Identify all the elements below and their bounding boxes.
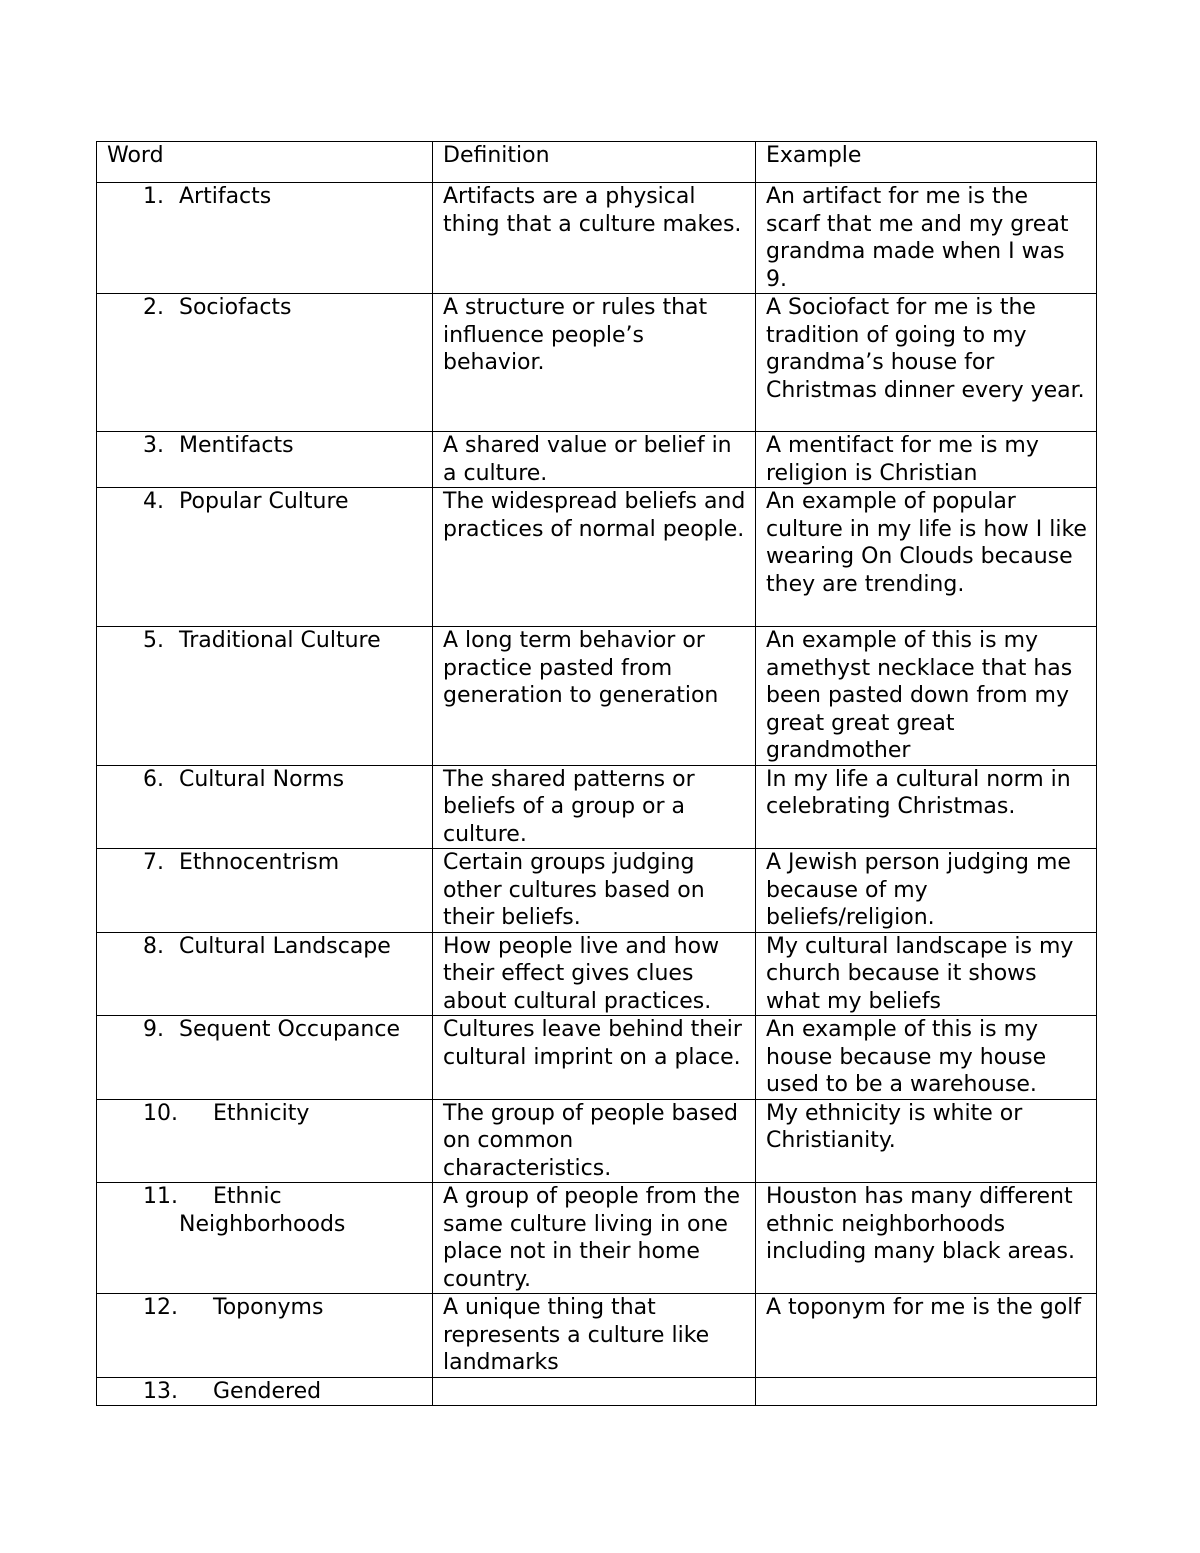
- word-cell: [97, 1016, 433, 1100]
- example-cell: An example of this is my amethyst necklace that has been pasted down from my great great great grandmother: [756, 627, 1097, 766]
- definition-cell: A group of people from the same culture living in one place not in their home country.: [433, 1183, 756, 1294]
- row-number: 8.: [143, 933, 164, 959]
- word-term: Mentifacts: [179, 433, 294, 458]
- word-cell: [97, 765, 433, 849]
- word-cell: [97, 1294, 433, 1378]
- example-cell: A Sociofact for me is the tradition of going to my grandma’s house for Christmas dinner every year.: [756, 294, 1097, 432]
- table-row: [97, 1183, 1097, 1294]
- row-number: 5.: [143, 628, 164, 653]
- table-row: [97, 432, 1097, 488]
- example-cell: In my life a cultural norm in celebrating Christmas.: [756, 765, 1097, 849]
- word-term: Cultural Norms: [179, 766, 345, 792]
- table-row: [97, 765, 1097, 849]
- word-cell: [97, 849, 433, 933]
- word-cell: [97, 1099, 433, 1183]
- word-term: Sociofacts: [179, 295, 292, 320]
- word-cell: [97, 294, 433, 432]
- definition-cell: [433, 1377, 756, 1406]
- word-term: Gendered: [213, 1378, 322, 1404]
- definition-cell: A shared value or belief in a culture.: [433, 432, 756, 488]
- header-definition: Definition: [433, 142, 756, 183]
- example-cell: A mentifact for me is my religion is Christian: [756, 432, 1097, 488]
- definition-cell: Artifacts are a physical thing that a culture makes.: [433, 183, 756, 294]
- header-example: Example: [756, 142, 1097, 183]
- definition-cell: Certain groups judging other cultures based on their beliefs.: [433, 849, 756, 933]
- word-cell: [97, 627, 433, 766]
- definition-cell: The group of people based on common characteristics.: [433, 1099, 756, 1183]
- example-cell: An example of this is my house because my house used to be a warehouse.: [756, 1016, 1097, 1100]
- definition-cell: The widespread beliefs and practices of normal people.: [433, 488, 756, 627]
- definition-cell: A unique thing that represents a culture like landmarks: [433, 1294, 756, 1378]
- example-cell: My cultural landscape is my church because it shows what my beliefs: [756, 932, 1097, 1016]
- word-term: Popular Culture: [179, 489, 349, 514]
- word-cell: [97, 432, 433, 488]
- row-number: 2.: [143, 295, 164, 320]
- row-number: 4.: [143, 489, 164, 514]
- word-term: Traditional Culture: [179, 628, 381, 653]
- definition-cell: A structure or rules that influence people’s behavior.: [433, 294, 756, 432]
- word-term: Sequent Occupance: [179, 1017, 400, 1042]
- definition-cell: Cultures leave behind their cultural imprint on a place.: [433, 1016, 756, 1100]
- word-term: Ethnic: [213, 1184, 282, 1209]
- definition-cell: A long term behavior or practice pasted from generation to generation: [433, 627, 756, 766]
- example-cell: An artifact for me is the scarf that me and my great grandma made when I was 9.: [756, 183, 1097, 294]
- table-row: [97, 1016, 1097, 1100]
- example-cell: Houston has many different ethnic neighborhoods including many black areas.: [756, 1183, 1097, 1294]
- example-cell: An example of popular culture in my life is how I like wearing On Clouds because they are trending.: [756, 488, 1097, 627]
- word-cell: [97, 488, 433, 627]
- table-row: [97, 294, 1097, 432]
- word-term-continued: Neighborhoods: [179, 1211, 346, 1237]
- definition-cell: The shared patterns or beliefs of a group or a culture.: [433, 765, 756, 849]
- example-cell: My ethnicity is white or Christianity.: [756, 1099, 1097, 1183]
- example-cell: A toponym for me is the golf: [756, 1294, 1097, 1378]
- table-row: [97, 488, 1097, 627]
- row-number: 3.: [143, 433, 164, 458]
- row-number: 13.: [143, 1378, 178, 1404]
- row-number: 1.: [143, 184, 164, 209]
- row-number: 9.: [143, 1017, 164, 1042]
- example-cell: A Jewish person judging me because of my beliefs/religion.: [756, 849, 1097, 933]
- vocabulary-table: [96, 141, 1097, 1406]
- table-row: [97, 1377, 1097, 1406]
- header-word: Word: [97, 142, 433, 183]
- example-cell: [756, 1377, 1097, 1406]
- row-number: 12.: [143, 1295, 178, 1320]
- word-term: Toponyms: [213, 1295, 324, 1320]
- word-cell: [97, 1377, 433, 1406]
- row-number: 11.: [143, 1184, 178, 1209]
- definition-cell: How people live and how their effect gives clues about cultural practices.: [433, 932, 756, 1016]
- word-cell: [97, 932, 433, 1016]
- table-row: [97, 627, 1097, 766]
- table-header-row: [97, 142, 1097, 183]
- word-term: Ethnocentrism: [179, 850, 340, 875]
- table-row: [97, 1099, 1097, 1183]
- table-row: [97, 1294, 1097, 1378]
- row-number: 10.: [143, 1100, 178, 1126]
- word-cell: [97, 1183, 433, 1294]
- table-row: [97, 849, 1097, 933]
- table-row: [97, 932, 1097, 1016]
- word-term: Cultural Landscape: [179, 933, 391, 959]
- row-number: 6.: [143, 766, 164, 792]
- word-term: Ethnicity: [213, 1100, 310, 1126]
- row-number: 7.: [143, 850, 164, 875]
- word-term: Artifacts: [179, 184, 272, 209]
- table-row: [97, 183, 1097, 294]
- word-cell: [97, 183, 433, 294]
